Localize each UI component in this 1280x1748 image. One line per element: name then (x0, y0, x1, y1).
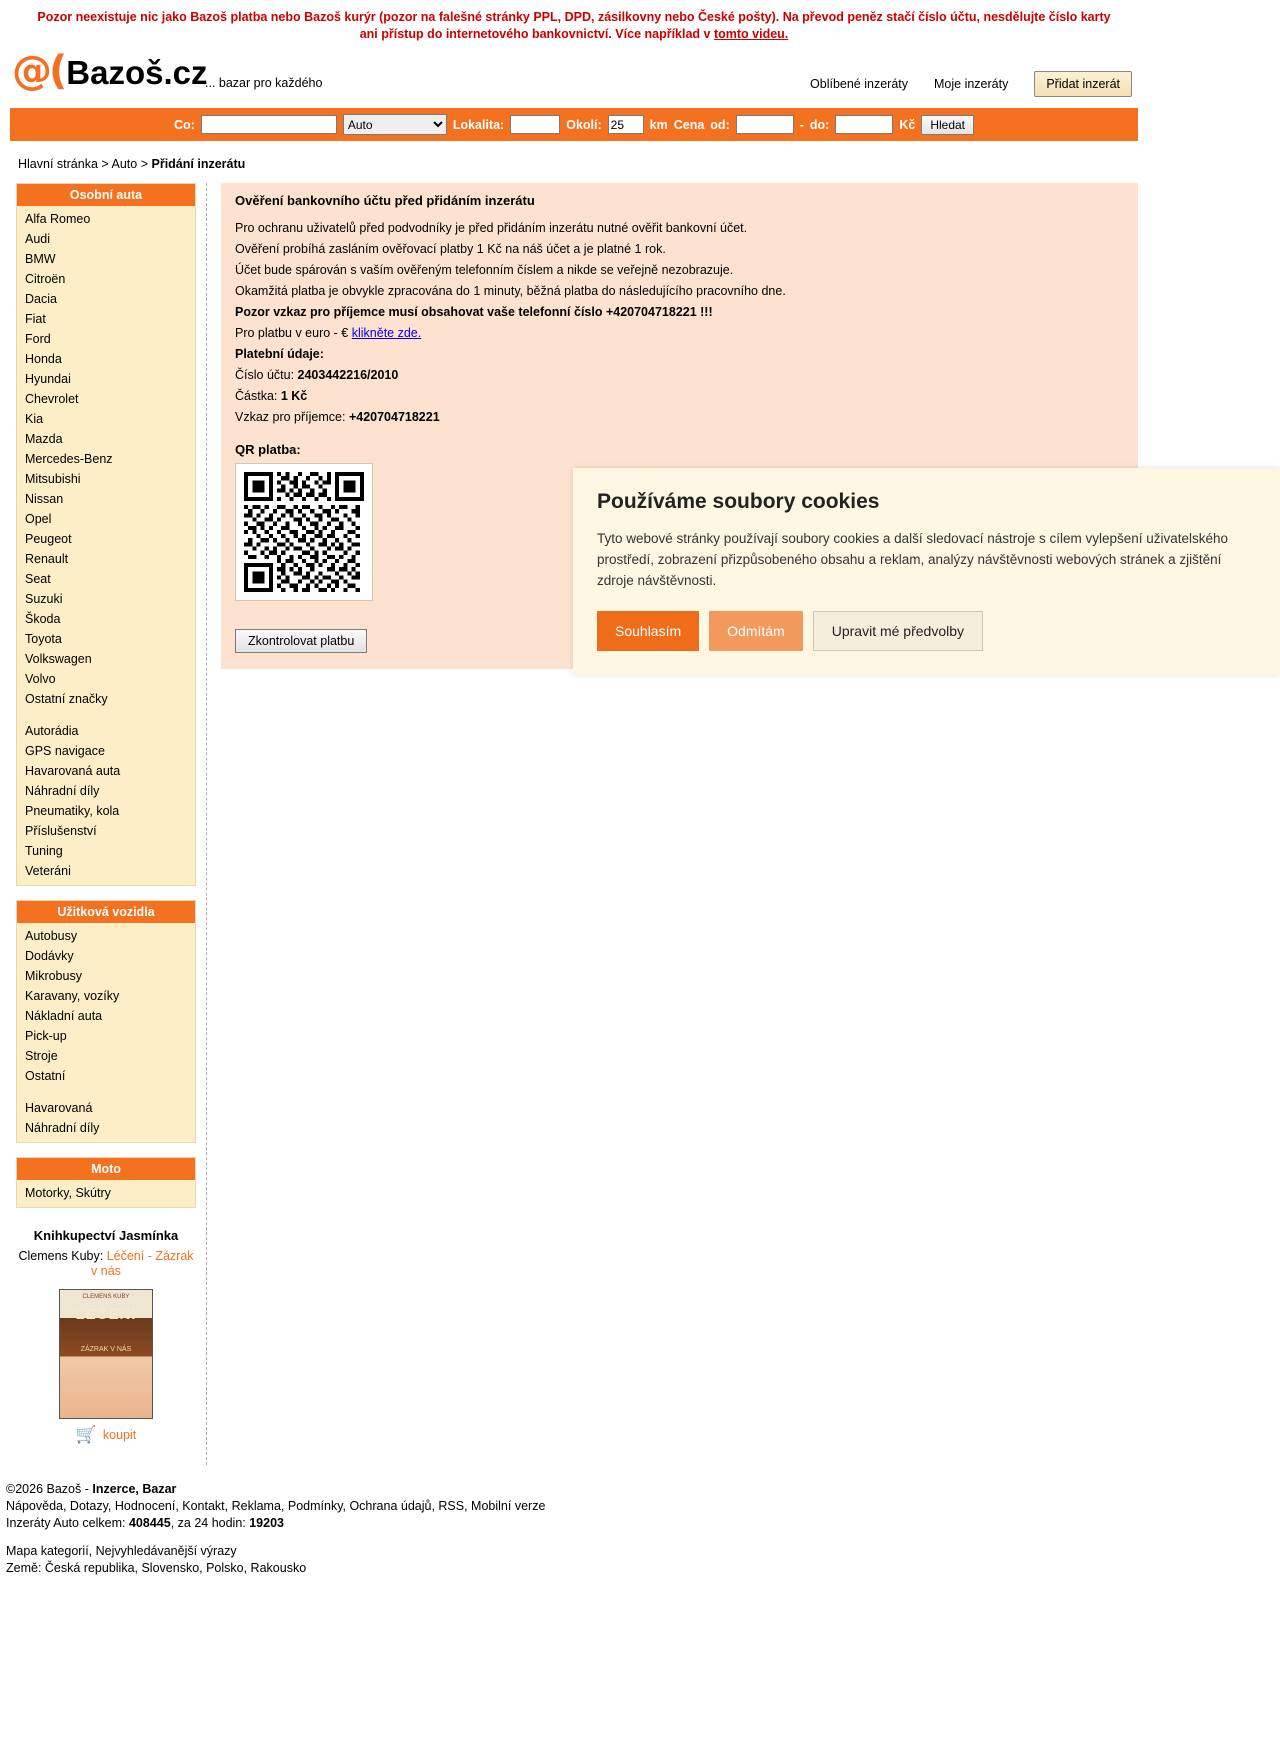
verification-line-2: Ověření probíhá zasláním ověřovací platby 1 Kč na náš účet a je platné 1 rok. (235, 242, 666, 256)
logo-text: Bazoš.cz (66, 54, 208, 91)
sidebar-item-kia[interactable]: Kia (25, 412, 44, 426)
sidebar-item-mercedes-benz[interactable]: Mercedes-Benz (25, 452, 113, 466)
currency-label: Kč (899, 117, 916, 132)
breadcrumb-sep-1: > (101, 157, 109, 171)
cookie-body: Tyto webové stránky používají soubory cookies a další sledovací nástroje s cílem vylepšení uživatelského prostředí, zobrazení přizpůsobeného obsahu a reklam, analýzy návštěvnosti webových stránek a zjištění zdroje návštěvnosti. (597, 531, 1229, 588)
header-nav (810, 71, 1132, 97)
sidebar-item-dacia[interactable]: Dacia (25, 292, 57, 306)
promo-author-line (16, 1249, 196, 1279)
breadcrumb-auto[interactable]: Auto (111, 157, 138, 171)
footer-copyright-text: ©2026 Bazoš - (6, 1482, 93, 1496)
category-box-moto (16, 1157, 196, 1208)
breadcrumb-home[interactable]: Hlavní stránka (18, 157, 98, 171)
price-from-input[interactable] (736, 115, 794, 134)
fraud-warning-link[interactable]: tomto videu. (713, 27, 789, 41)
promo-author: Clemens Kuby: (18, 1249, 104, 1263)
message-row (235, 409, 1124, 426)
category-list-moto (17, 1180, 195, 1207)
radius-input[interactable] (608, 115, 644, 134)
sidebar-item-seat[interactable]: Seat (25, 572, 51, 586)
sidebar-item-ostatni[interactable]: Ostatní (25, 1069, 66, 1083)
sidebar-item-nissan[interactable]: Nissan (25, 492, 64, 506)
book-cover-subtitle: ZÁZRAK V NÁS (80, 1346, 132, 1353)
add-ad-button[interactable]: Přidat inzerát (1034, 71, 1132, 97)
search-button[interactable]: Hledat (921, 115, 974, 135)
category-header-utility: Užitková vozidla (17, 901, 195, 923)
qr-code-image (235, 463, 373, 601)
book-cover-title: LÉČENÍ (75, 1306, 137, 1323)
sidebar-item-autoradia[interactable]: Autorádia (25, 724, 79, 738)
sidebar-item-pneumatiky-kola[interactable]: Pneumatiky, kola (25, 804, 120, 818)
sidebar-item-havarovana-auta[interactable]: Havarovaná auta (25, 764, 121, 778)
sidebar-item-volkswagen[interactable]: Volkswagen (25, 652, 92, 666)
cookie-accept-button[interactable]: Souhlasím (597, 611, 699, 651)
search-what-label: Co: (173, 117, 195, 132)
nav-my-ads[interactable]: Moje inzeráty (934, 77, 1009, 91)
search-bar (10, 108, 1138, 141)
sidebar-item-nakladni-auta[interactable]: Nákladní auta (25, 1009, 103, 1023)
footer-maps[interactable]: Mapa kategorií, Nejvyhledávanější výrazy (6, 1544, 237, 1558)
cookie-customize-button[interactable]: Upravit mé předvolby (813, 611, 983, 651)
sidebar-item-honda[interactable]: Honda (25, 352, 62, 366)
search-input[interactable] (201, 115, 337, 134)
sidebar-item-tuning[interactable]: Tuning (25, 844, 63, 858)
sidebar-item-pick-up[interactable]: Pick-up (25, 1029, 67, 1043)
sidebar-item-stroje[interactable]: Stroje (25, 1049, 58, 1063)
euro-payment-prefix: Pro platbu v euro - € (235, 326, 352, 340)
sidebar-item-ford[interactable]: Ford (25, 332, 51, 346)
sidebar-divider-utility (17, 1086, 195, 1098)
sidebar-item-mitsubishi[interactable]: Mitsubishi (25, 472, 81, 486)
book-cover-author: CLEMENS KUBY (82, 1294, 130, 1300)
sidebar-item-motorky-skutry[interactable]: Motorky, Skútry (25, 1186, 111, 1200)
cookie-reject-button[interactable]: Odmítám (709, 611, 803, 651)
sidebar-item-ostatni-znacky[interactable]: Ostatní značky (25, 692, 108, 706)
locality-input[interactable] (510, 115, 560, 134)
price-from-label: od: (710, 117, 730, 132)
sidebar-promo (16, 1222, 196, 1445)
sidebar-divider-cars (17, 709, 195, 721)
content-area (0, 183, 1148, 1465)
sidebar-item-chevrolet[interactable]: Chevrolet (25, 392, 79, 406)
promo-book-cover[interactable] (59, 1289, 153, 1419)
sidebar-item-citroen[interactable]: Citroën (25, 272, 66, 286)
radius-label: Okolí: (566, 117, 602, 132)
site-header (0, 49, 1148, 105)
check-payment-button[interactable]: Zkontrolovat platbu (235, 629, 367, 653)
sidebar-item-hyundai[interactable]: Hyundai (25, 372, 71, 386)
qr-code-svg (244, 472, 364, 592)
amount-value: 1 Kč (280, 389, 308, 403)
footer-countries[interactable]: Země: Česká republika, Slovensko, Polsko, Rakousko (6, 1561, 307, 1575)
sidebar-item-peugeot[interactable]: Peugeot (25, 532, 72, 546)
account-number-value: 2403442216/2010 (297, 368, 399, 382)
promo-book-link[interactable]: Léčení - Zázrak v nás (91, 1249, 194, 1278)
footer-stats (6, 1515, 1148, 1532)
sidebar-item-havarovana[interactable]: Havarovaná (25, 1101, 93, 1115)
logo-at-icon: @( (12, 48, 65, 94)
category-box-cars (16, 183, 196, 886)
euro-payment-line (235, 325, 1124, 342)
category-header-moto: Moto (17, 1158, 195, 1180)
sidebar-item-bmw[interactable]: BMW (25, 252, 56, 266)
sidebar-item-skoda[interactable]: Škoda (25, 612, 61, 626)
sidebar-item-nahradni-dily[interactable]: Náhradní díly (25, 784, 100, 798)
cookie-dialog (573, 468, 1280, 675)
sidebar-item-toyota[interactable]: Toyota (25, 632, 62, 646)
verification-line-4: Okamžitá platba je obvykle zpracována do 1 minuty, běžná platba do následujícího pracovního dne. (235, 284, 786, 298)
promo-buy-link[interactable]: koupit (102, 1428, 137, 1442)
footer-copyright (6, 1481, 1148, 1498)
verification-warning: Pozor vzkaz pro příjemce musí obsahovat vaše telefonní číslo +420704718221 !!! (235, 305, 713, 319)
site-slogan: ... bazar pro každého (205, 76, 323, 90)
sidebar-item-dodavky[interactable]: Dodávky (25, 949, 74, 963)
message-value: +420704718221 (348, 410, 440, 424)
sidebar-item-opel[interactable]: Opel (25, 512, 52, 526)
qr-heading: QR platba: (235, 442, 301, 457)
sidebar-item-autobusy[interactable]: Autobusy (25, 929, 78, 943)
message-label: Vzkaz pro příjemce: (235, 410, 349, 424)
verification-line-1: Pro ochranu uživatelů před podvodníky je před přidáním inzerátu nutné ověřit bankovní účet. (235, 221, 748, 235)
price-to-label: do: (809, 117, 830, 132)
category-select[interactable] (343, 114, 447, 135)
sidebar-item-alfa-romeo[interactable]: Alfa Romeo (25, 212, 91, 226)
sidebar-item-gps-navigace[interactable]: GPS navigace (25, 744, 105, 758)
fraud-warning (0, 0, 1148, 49)
category-list-cars (17, 206, 195, 885)
category-box-utility (16, 900, 196, 1143)
breadcrumb-sep-2: > (140, 157, 149, 171)
amount-label: Částka: (235, 389, 281, 403)
sidebar-item-fiat[interactable]: Fiat (25, 312, 46, 326)
sidebar-item-volvo[interactable]: Volvo (25, 672, 56, 686)
breadcrumb (18, 157, 1148, 171)
footer-stats-day: 19203 (249, 1516, 284, 1530)
site-logo[interactable] (12, 48, 208, 94)
footer-copyright-brand: Inzerce, Bazar (92, 1482, 177, 1496)
breadcrumb-current: Přidání inzerátu (151, 157, 246, 171)
footer-stats-total: 408445 (128, 1516, 171, 1530)
cookie-buttons (597, 611, 1256, 651)
km-label: km (649, 117, 668, 132)
sidebar-item-veterani[interactable]: Veteráni (25, 864, 71, 878)
nav-favourites[interactable]: Oblíbené inzeráty (810, 77, 908, 91)
footer-stats-prefix: Inzeráty Auto celkem: (6, 1516, 129, 1530)
sidebar-item-mikrobusy[interactable]: Mikrobusy (25, 969, 82, 983)
promo-buy-row (16, 1425, 196, 1445)
sidebar-item-prislusenstvi[interactable]: Příslušenství (25, 824, 97, 838)
cart-icon: 🛒 (75, 1425, 97, 1444)
payment-details-heading: Platební údaje: (235, 347, 324, 361)
fraud-warning-text: Pozor neexistuje nic jako Bazoš platba nebo Bazoš kurýr (pozor na falešné stránky PPL, DPD, zásilkovny nebo České pošty). Na převod peněz stačí číslo účtu, nesdělujte číslo karty ani přístup do internetového bankovnictví. Více například v (37, 10, 1111, 41)
amount-row (235, 388, 1124, 405)
sidebar-item-audi[interactable]: Audi (25, 232, 51, 246)
category-header-cars: Osobní auta (17, 184, 195, 206)
site-footer (6, 1481, 1148, 1597)
footer-stats-mid: , za 24 hodin: (170, 1516, 250, 1530)
price-label: Cena (673, 117, 705, 132)
verification-line-3: Účet bude spárován s vaším ověřeným telefonním číslem a nikde se veřejně nezobrazuje. (235, 263, 734, 277)
sidebar-item-karavany-voziky[interactable]: Karavany, vozíky (25, 989, 120, 1003)
sidebar-item-suzuki[interactable]: Suzuki (25, 592, 63, 606)
sidebar (16, 183, 207, 1465)
sidebar-item-mazda[interactable]: Mazda (25, 432, 63, 446)
price-to-input[interactable] (835, 115, 893, 134)
euro-payment-link[interactable]: klikněte zde. (351, 326, 422, 340)
verification-title: Ověření bankovního účtu před přidáním inzerátu (235, 193, 535, 208)
footer-gap (6, 1532, 1148, 1543)
sidebar-item-nahradni-dily-utility[interactable]: Náhradní díly (25, 1121, 100, 1135)
account-number-row (235, 367, 1124, 384)
price-dash: - (799, 117, 804, 132)
sidebar-item-renault[interactable]: Renault (25, 552, 69, 566)
locality-label: Lokalita: (452, 117, 505, 132)
footer-links[interactable]: Nápověda, Dotazy, Hodnocení, Kontakt, Reklama, Podmínky, Ochrana údajů, RSS, Mobilní verze (6, 1499, 546, 1513)
promo-title: Knihkupectví Jasmínka (33, 1228, 179, 1243)
cookie-title: Používáme soubory cookies (597, 490, 880, 513)
category-list-utility (17, 923, 195, 1142)
account-number-label: Číslo účtu: (235, 368, 298, 382)
